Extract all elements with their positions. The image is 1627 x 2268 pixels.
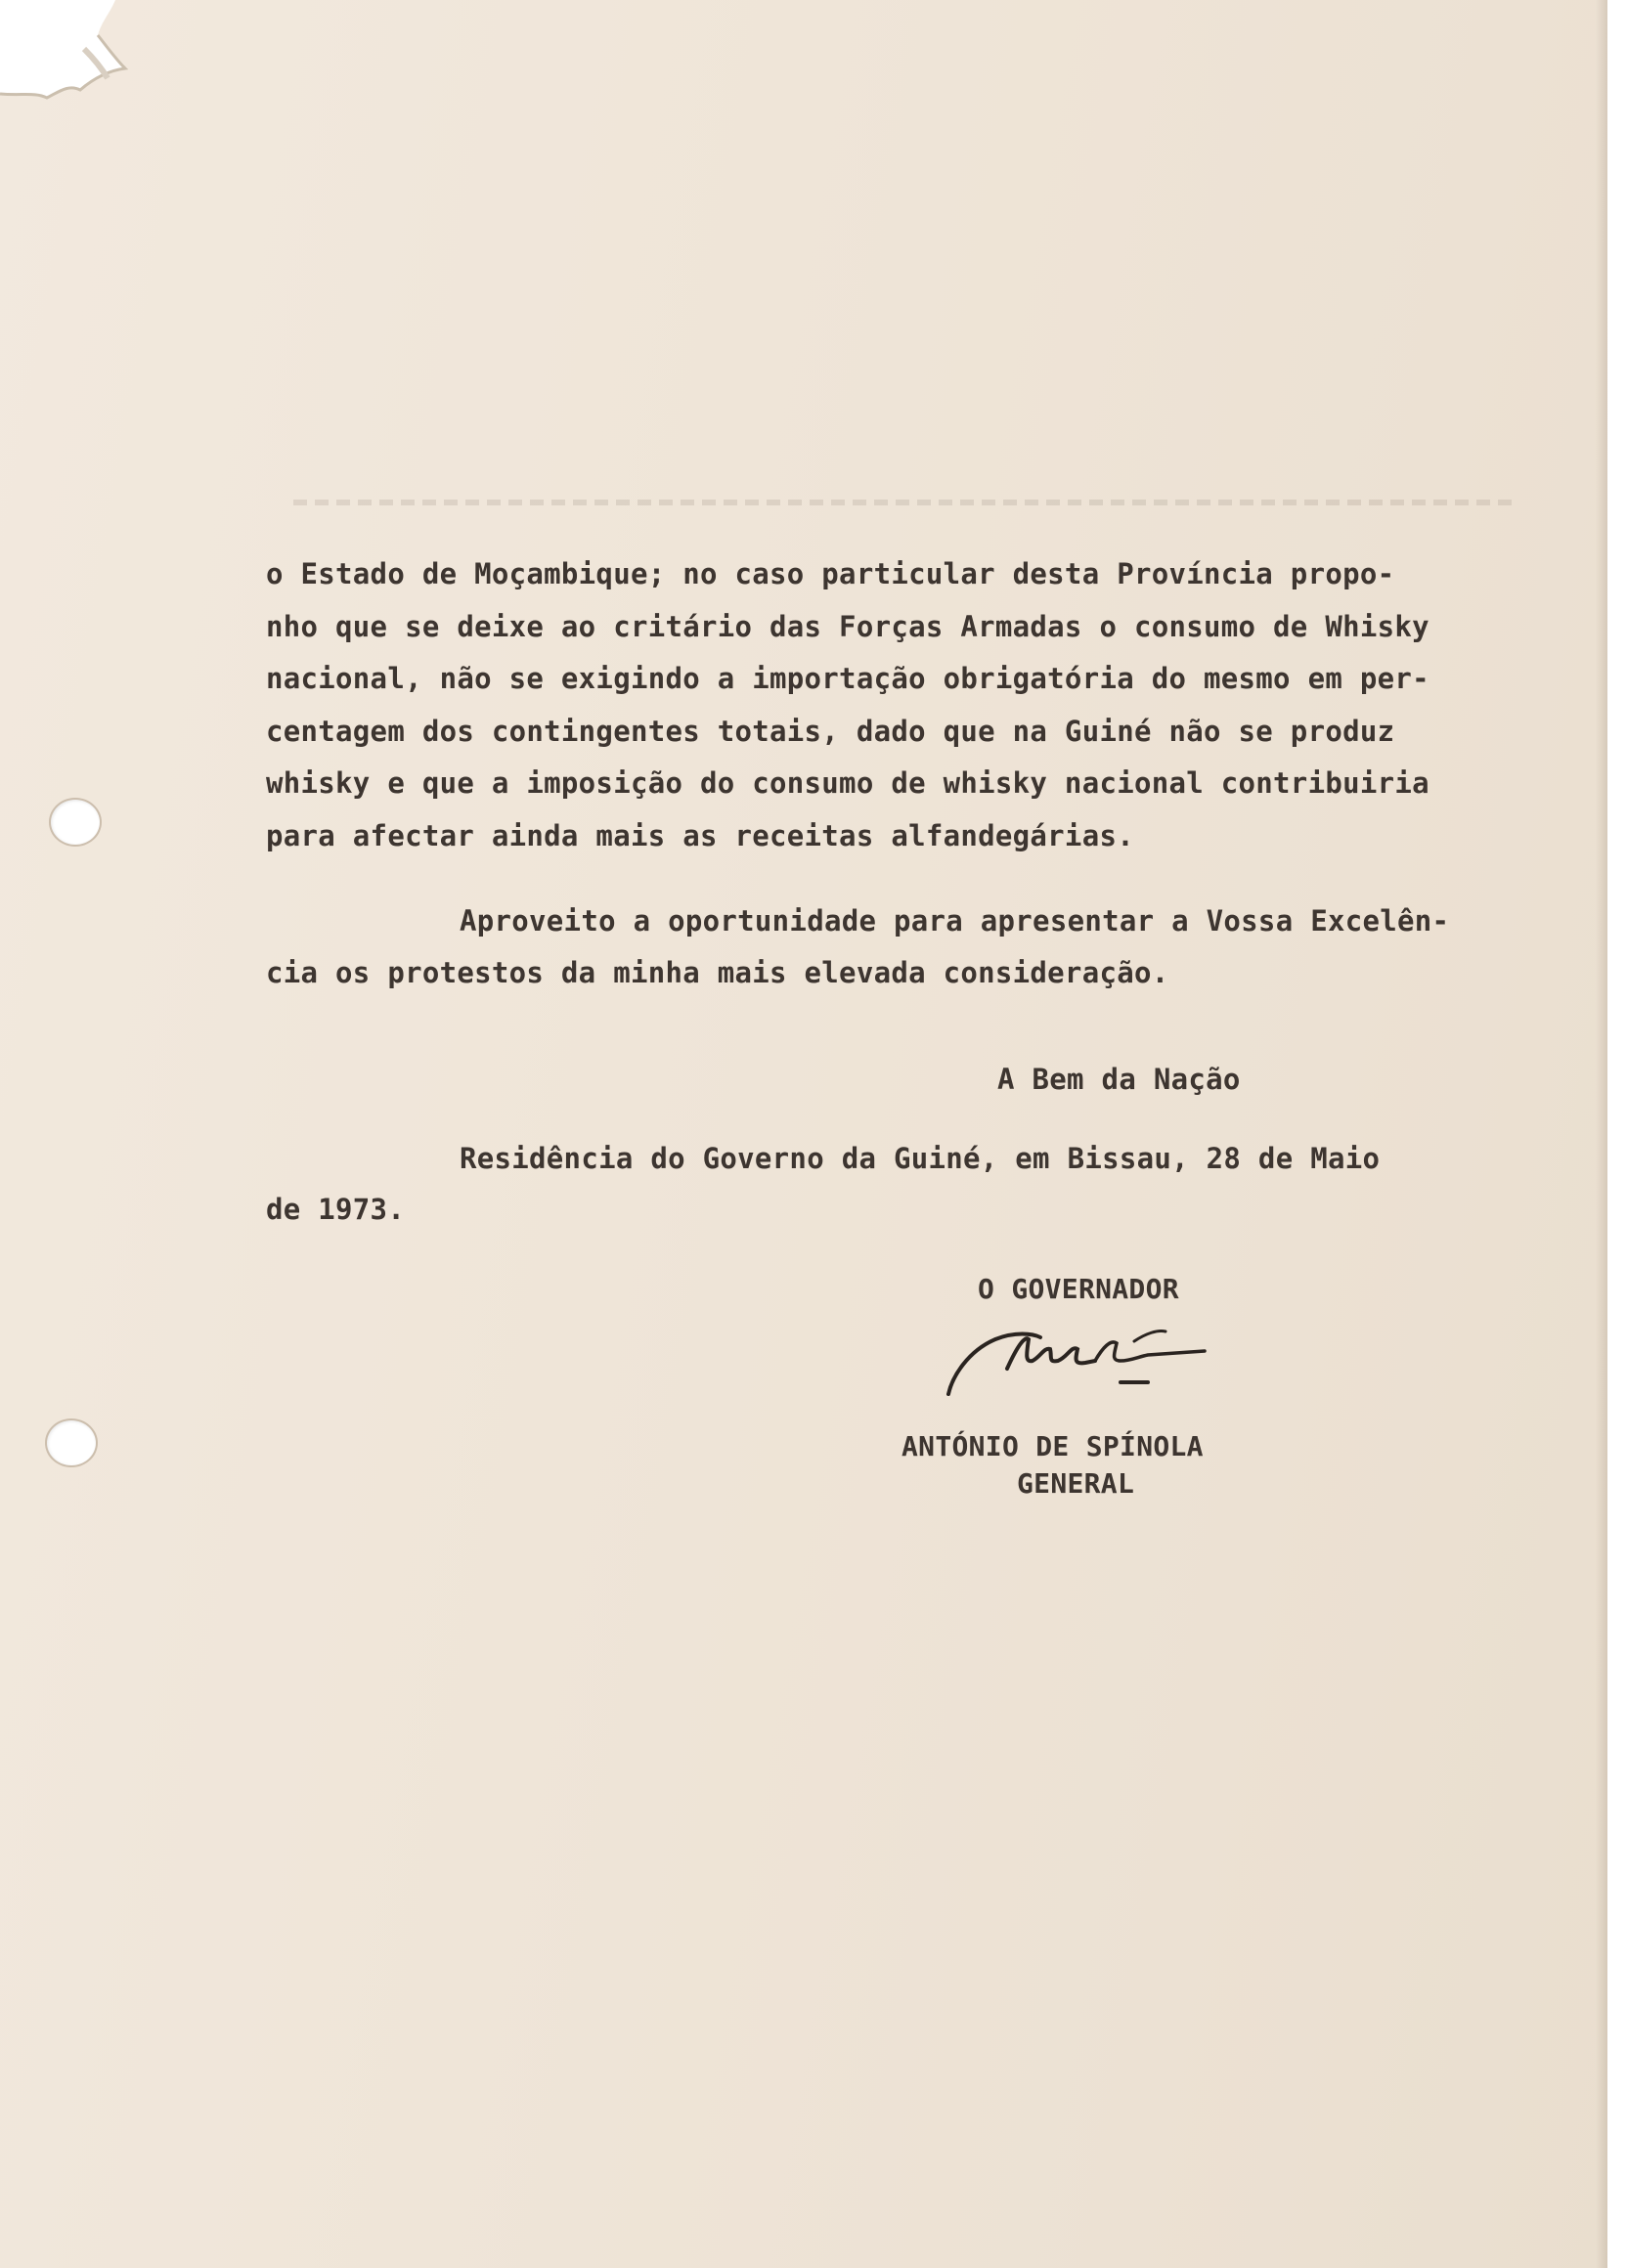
body-line: o Estado de Moçambique; no caso particular desta Província propo- [266, 557, 1395, 590]
body-line: nacional, não se exigindo a importação obrigatória do mesmo em per- [266, 662, 1429, 695]
show-through-text-image [293, 489, 1516, 518]
salutation: A Bem da Nação [997, 1063, 1241, 1096]
closing-paragraph-line: cia os protestos da minha mais elevada consideração. [266, 956, 1169, 989]
punch-hole [51, 800, 100, 845]
page-edge-shadow [1596, 0, 1607, 2268]
scan-margin [1607, 0, 1627, 2268]
closing-paragraph-line: Aproveito a oportunidade para apresentar a Vossa Excelên- [460, 904, 1450, 938]
signatory-name: ANTÓNIO DE SPÍNOLA [901, 1430, 1204, 1462]
body-line: para afectar ainda mais as receitas alfandegárias. [266, 819, 1134, 852]
body-line: centagem dos contingentes totais, dado que na Guiné não se produz [266, 715, 1395, 748]
place-date-line: Residência do Governo da Guiné, em Bissau, 28 de Maio [460, 1142, 1381, 1175]
place-date-line: de 1973. [266, 1193, 406, 1226]
body-line: nho que se deixe ao critário das Forças Armadas o consumo de Whisky [266, 610, 1429, 643]
punch-hole [47, 1420, 96, 1465]
handwritten-signature-image [939, 1318, 1222, 1406]
torn-corner-image [0, 0, 147, 117]
signatory-rank: GENERAL [1017, 1467, 1135, 1500]
signatory-title: O GOVERNADOR [978, 1273, 1179, 1305]
body-line: whisky e que a imposição do consumo de whisky nacional contribuiria [266, 766, 1429, 800]
